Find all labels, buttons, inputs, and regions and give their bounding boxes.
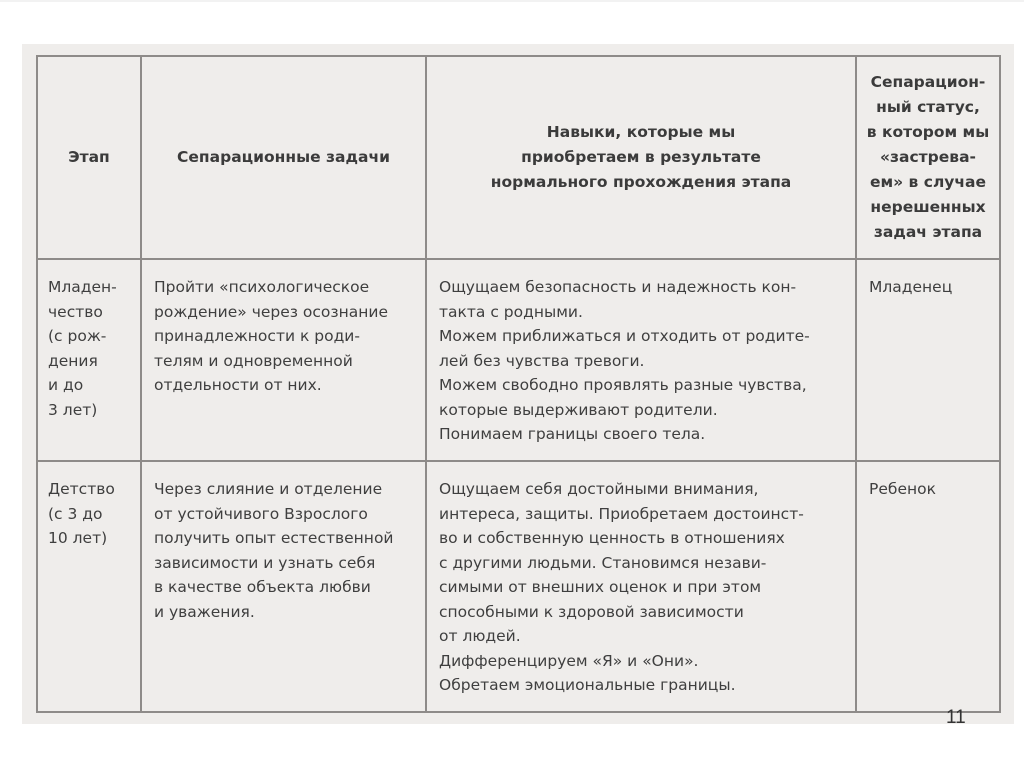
table-row <box>37 259 1000 461</box>
header-tasks: Сепарационные задачи <box>141 56 426 259</box>
cell-skills: Ощущаем безопасность и надежность кон- такта с родными. Можем приближаться и отходить от родите- лей без чувства тревоги. Можем свободно проявлять разные чувства, которые выдерживают родители. Понимаем границы своего тела. <box>426 259 856 461</box>
table-image <box>22 44 1014 724</box>
header-stage: Этап <box>37 56 141 259</box>
header-skills: Навыки, которые мы приобретаем в результате нормального прохождения этапа <box>426 56 856 259</box>
cell-status: Младенец <box>856 259 1000 461</box>
header-row <box>37 56 1000 259</box>
cell-tasks: Пройти «психологическое рождение» через осознание принадлежности к роди- телям и одновременной отдельности от них. <box>141 259 426 461</box>
separation-table <box>36 55 1001 713</box>
header-status: Сепарацион- ный статус, в котором мы «застрева- ем» в случае нерешенных задач этапа <box>856 56 1000 259</box>
table-row <box>37 461 1000 712</box>
page-number: 11 <box>946 707 966 728</box>
cell-status: Ребенок <box>856 461 1000 712</box>
slide-top-border <box>0 0 1024 2</box>
cell-skills: Ощущаем себя достойными внимания, интереса, защиты. Приобретаем достоинст- во и собственную ценность в отношениях с другими людьми. Становимся незави- симыми от внешних оценок и при этом способными к здоровой зависимости от людей. Дифференцируем «Я» и «Они». Обретаем эмоциональные границы. <box>426 461 856 712</box>
cell-tasks: Через слияние и отделение от устойчивого Взрослого получить опыт естественной зависимости и узнать себя в качестве объекта любви и уважения. <box>141 461 426 712</box>
cell-stage: Младен- чество (с рож- дения и до 3 лет) <box>37 259 141 461</box>
cell-stage: Детство (с 3 до 10 лет) <box>37 461 141 712</box>
